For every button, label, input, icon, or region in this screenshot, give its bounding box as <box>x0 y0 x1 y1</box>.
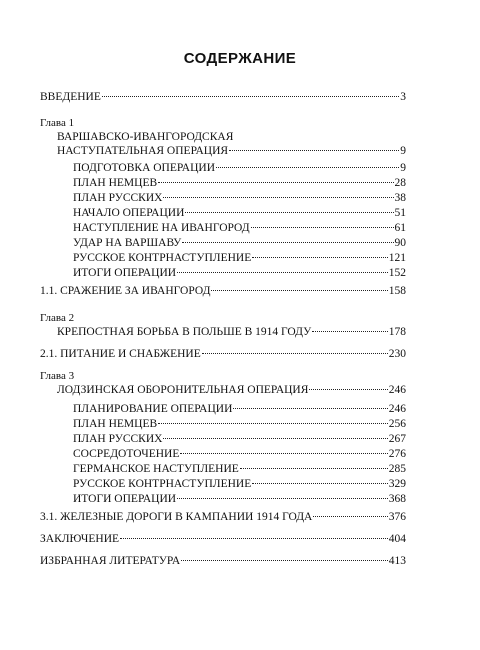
dot-leader <box>233 408 387 409</box>
dot-leader <box>181 560 388 561</box>
toc-entry-page: 152 <box>388 267 406 279</box>
toc-entry[interactable] <box>73 191 406 205</box>
dot-leader <box>313 516 387 517</box>
chapter-title-line1: ВАРШАВСКО-ИВАНГОРОДСКАЯ <box>57 131 234 143</box>
toc-entry-page: 3 <box>400 91 406 103</box>
toc-entry-page: 276 <box>388 448 406 460</box>
toc-entry-page: 90 <box>394 237 406 249</box>
toc-entry-label: СОСРЕДОТОЧЕНИЕ <box>73 448 180 460</box>
toc-entry-page: 404 <box>388 533 406 545</box>
toc-entry-bibliography[interactable] <box>40 554 406 568</box>
toc-entry-page: 230 <box>388 348 406 360</box>
toc-entry-page: 256 <box>388 418 406 430</box>
toc-entry-label: НАСТУПЛЕНИЕ НА ИВАНГОРОД <box>73 222 250 234</box>
toc-entry-page: 285 <box>388 463 406 475</box>
toc-entry-label: КРЕПОСТНАЯ БОРЬБА В ПОЛЬШЕ В 1914 ГОДУ <box>57 326 312 338</box>
dot-leader <box>177 272 388 273</box>
toc-entry-conclusion[interactable] <box>40 532 406 546</box>
toc-entry-label: 1.1. СРАЖЕНИЕ ЗА ИВАНГОРОД <box>40 285 211 297</box>
dot-leader <box>180 453 387 454</box>
toc-entry-page: 51 <box>394 207 406 219</box>
dot-leader <box>252 257 388 258</box>
toc-entry-label: ГЕРМАНСКОЕ НАСТУПЛЕНИЕ <box>73 463 239 475</box>
toc-entry-page: 178 <box>388 326 406 338</box>
dot-leader <box>163 438 387 439</box>
toc-entry-chapter1-title[interactable] <box>57 144 406 158</box>
toc-entry-page: 121 <box>388 252 406 264</box>
toc-entry[interactable] <box>73 251 406 265</box>
dot-leader <box>251 227 394 228</box>
chapter-heading: Глава 2 <box>40 312 75 324</box>
toc-entry-label: ПЛАН НЕМЦЕВ <box>73 418 158 430</box>
toc-entry-label: ПЛАНИРОВАНИЕ ОПЕРАЦИИ <box>73 403 233 415</box>
toc-entry[interactable] <box>73 462 406 476</box>
toc-entry-chapter2-title[interactable] <box>57 325 406 339</box>
toc-entry-page: 368 <box>388 493 406 505</box>
toc-entry[interactable] <box>73 161 406 175</box>
toc-entry[interactable] <box>73 402 406 416</box>
toc-entry-label: 3.1. ЖЕЛЕЗНЫЕ ДОРОГИ В КАМПАНИИ 1914 ГОДА <box>40 511 313 523</box>
dot-leader <box>252 483 388 484</box>
toc-entry-page: 28 <box>394 177 406 189</box>
toc-entry-label: ПЛАН НЕМЦЕВ <box>73 177 158 189</box>
dot-leader <box>158 423 388 424</box>
toc-entry-label: ВВЕДЕНИЕ <box>40 91 101 103</box>
dot-leader <box>211 290 387 291</box>
dot-leader <box>216 167 399 168</box>
toc-entry-label: НАЧАЛО ОПЕРАЦИИ <box>73 207 185 219</box>
dot-leader <box>163 197 393 198</box>
toc-entry-page: 38 <box>394 192 406 204</box>
chapter-heading: Глава 1 <box>40 117 75 129</box>
toc-entry[interactable] <box>73 432 406 446</box>
toc-entry-chapter3-title[interactable] <box>57 383 406 397</box>
chapter-heading: Глава 3 <box>40 370 75 382</box>
toc-entry-section[interactable] <box>40 347 406 361</box>
dot-leader <box>182 242 393 243</box>
toc-entry-label: ПЛАН РУССКИХ <box>73 192 163 204</box>
toc-entry[interactable] <box>73 206 406 220</box>
dot-leader <box>202 353 388 354</box>
toc-entry-label: ЛОДЗИНСКАЯ ОБОРОНИТЕЛЬНАЯ ОПЕРАЦИЯ <box>57 384 309 396</box>
toc-entry-label: НАСТУПАТЕЛЬНАЯ ОПЕРАЦИЯ <box>57 145 229 157</box>
toc-entry[interactable] <box>73 236 406 250</box>
toc-entry-page: 246 <box>388 403 406 415</box>
toc-entry[interactable] <box>73 477 406 491</box>
toc-entry-label: УДАР НА ВАРШАВУ <box>73 237 182 249</box>
toc-entry-page: 158 <box>388 285 406 297</box>
toc-entry-page: 376 <box>388 511 406 523</box>
toc-entry-page: 329 <box>388 478 406 490</box>
toc-entry-page: 267 <box>388 433 406 445</box>
dot-leader <box>120 538 388 539</box>
toc-entry-page: 413 <box>388 555 406 567</box>
toc-entry-page: 61 <box>394 222 406 234</box>
dot-leader <box>177 498 388 499</box>
toc-entry-label: ИЗБРАННАЯ ЛИТЕРАТУРА <box>40 555 181 567</box>
dot-leader <box>229 150 399 151</box>
page-title: СОДЕРЖАНИЕ <box>183 50 297 67</box>
toc-entry[interactable] <box>73 176 406 190</box>
dot-leader <box>158 182 393 183</box>
dot-leader <box>185 212 393 213</box>
toc-entry-page: 9 <box>400 145 406 157</box>
toc-entry-intro[interactable] <box>40 90 406 104</box>
toc-entry-page: 9 <box>400 162 406 174</box>
toc-entry-label: РУССКОЕ КОНТРНАСТУПЛЕНИЕ <box>73 478 252 490</box>
toc-entry[interactable] <box>73 417 406 431</box>
toc-entry[interactable] <box>73 221 406 235</box>
toc-entry[interactable] <box>73 447 406 461</box>
toc-entry[interactable] <box>73 492 406 506</box>
dot-leader <box>312 331 387 332</box>
toc-entry[interactable] <box>73 266 406 280</box>
toc-entry-label: ПОДГОТОВКА ОПЕРАЦИИ <box>73 162 216 174</box>
toc-entry-label: ИТОГИ ОПЕРАЦИИ <box>73 493 177 505</box>
dot-leader <box>240 468 388 469</box>
toc-entry-section[interactable] <box>40 284 406 298</box>
dot-leader <box>102 96 399 97</box>
toc-entry-section[interactable] <box>40 510 406 524</box>
toc-entry-label: ПЛАН РУССКИХ <box>73 433 163 445</box>
toc-entry-label: ЗАКЛЮЧЕНИЕ <box>40 533 120 545</box>
toc-entry-label: 2.1. ПИТАНИЕ И СНАБЖЕНИЕ <box>40 348 201 360</box>
dot-leader <box>309 389 387 390</box>
toc-entry-page: 246 <box>388 384 406 396</box>
toc-entry-label: ИТОГИ ОПЕРАЦИИ <box>73 267 177 279</box>
toc-entry-label: РУССКОЕ КОНТРНАСТУПЛЕНИЕ <box>73 252 252 264</box>
